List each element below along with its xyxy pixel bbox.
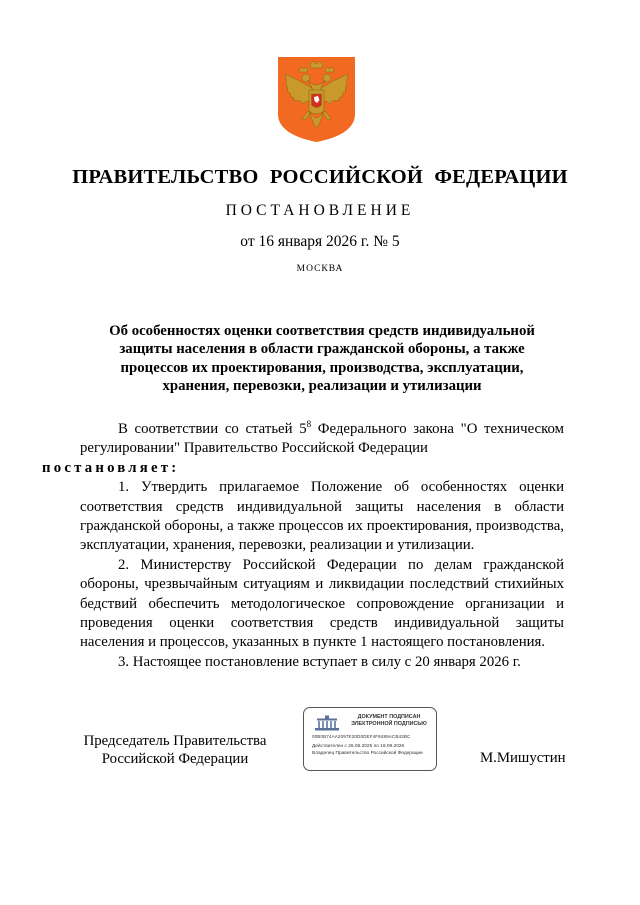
electronic-signature-stamp (303, 707, 437, 771)
position-line: Председатель Правительства (83, 733, 267, 749)
government-building-icon (314, 715, 340, 731)
certificate-number: 00B0B74AA2097E20D0DEF4F8489ACB43BC (312, 734, 411, 739)
item-2-paragraph: 2. Министерству Российской Федерации по делам гражданской обороны, чрезвычайным ситуациям и ликвидации последствий стихийных бедствий обеспечить методологическое сопровождение организации и проведения оценки соответствия средств индивидуальной защиты населения и процессов, указанных в пункте 1 настоящего постановления. (80, 556, 564, 651)
article-superscript: 8 (306, 419, 312, 429)
preamble-paragraph (42, 419, 564, 478)
item-3-paragraph: 3. Настоящее постановление вступает в силу с 20 января 2026 г. (118, 653, 521, 670)
document-subject (80, 322, 564, 396)
government-title: ПРАВИТЕЛЬСТВО РОССИЙСКОЙ ФЕДЕРАЦИИ (72, 166, 568, 188)
signatory-name: М.Мишустин (480, 750, 566, 766)
document-type: ПОСТАНОВЛЕНИЕ (225, 202, 415, 219)
document-city: МОСКВА (296, 264, 344, 274)
russian-coat-of-arms-icon (277, 56, 356, 143)
certificate-validity: Действителен с 26.06.2025 по 19.09.2026 (312, 744, 405, 749)
subject-line: процессов их проектирования, производства, эксплуатации, (120, 359, 524, 376)
preamble-start: В соответствии со статьей 5 (118, 421, 307, 437)
signatory-position (70, 732, 280, 768)
certificate-owner: Владелец Правительство Российской Федерации (312, 751, 423, 756)
preamble-end: Федерального закона "О техническом регулировании" Правительство Российской Федерации (80, 421, 564, 457)
item-1-paragraph: 1. Утвердить прилагаемое Положение об особенностях оценки соответствия средств индивидуальной защиты населения в области гражданской обороны, а также процессов их проектирования, производства, эксплуатации, хранения, перевозки, реализации и утилизации. (80, 479, 564, 554)
subject-line: защиты населения в области гражданской обороны, а также (119, 341, 525, 358)
resolves-word: постановляет: (42, 459, 180, 476)
stamp-heading-line: ДОКУМЕНТ ПОДПИСАН (357, 714, 421, 720)
document-body (42, 419, 564, 672)
subject-line: хранения, перевозки, реализации и утилизации (162, 378, 482, 395)
stamp-heading (344, 714, 434, 728)
position-line: Российской Федерации (101, 751, 249, 767)
document-date-number: от 16 января 2026 г. № 5 (240, 233, 400, 250)
stamp-heading-line: ЭЛЕКТРОННОЙ ПОДПИСЬЮ (351, 721, 427, 727)
subject-line: Об особенностях оценки соответствия средств индивидуальной (109, 323, 535, 339)
